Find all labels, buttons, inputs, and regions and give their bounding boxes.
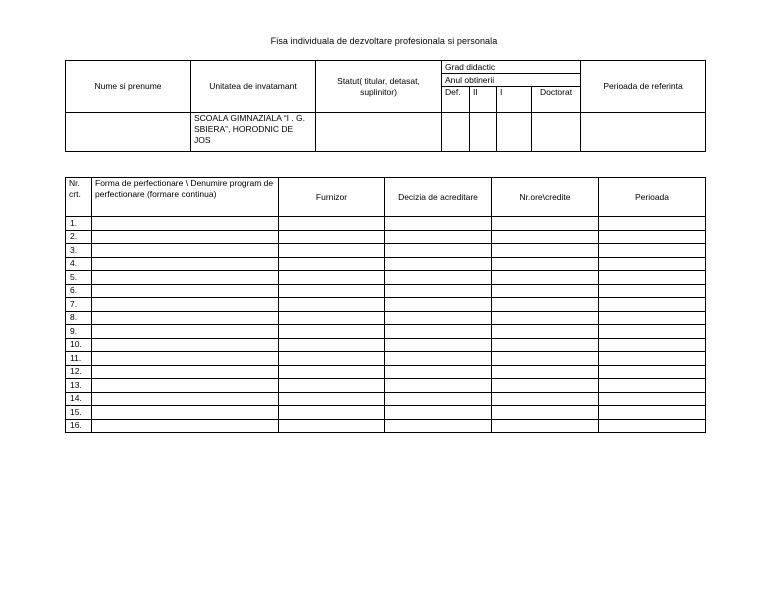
perfectionare-table (65, 177, 706, 433)
row-number: 1. (66, 217, 92, 231)
col-grad-ii: II (470, 87, 497, 113)
cell-def-value (442, 113, 470, 152)
col-statut: Statut( titular, detasat, suplinitor) (316, 61, 442, 113)
table-row (66, 311, 706, 325)
row-number: 9. (66, 325, 92, 339)
col-nr-ore-credite: Nr.ore\credite (492, 178, 599, 217)
col-unitatea: Unitatea de invatamant (191, 61, 316, 113)
table-row (66, 284, 706, 298)
cell-perioada-value (581, 113, 706, 152)
table-row (66, 406, 706, 420)
row-number: 4. (66, 257, 92, 271)
table-row (66, 298, 706, 312)
table-row (66, 365, 706, 379)
col-nr-crt: Nr. crt. (66, 178, 92, 217)
row-number: 16. (66, 419, 92, 433)
col-perioada: Perioada (599, 178, 706, 217)
table-row (66, 217, 706, 231)
row-number: 15. (66, 406, 92, 420)
table-row (66, 392, 706, 406)
col-decizia-acreditare: Decizia de acreditare (385, 178, 492, 217)
row-number: 10. (66, 338, 92, 352)
table-row (66, 379, 706, 393)
row-number: 3. (66, 244, 92, 258)
row-number: 13. (66, 379, 92, 393)
cell-i-value (497, 113, 532, 152)
row-number: 8. (66, 311, 92, 325)
table-row (66, 352, 706, 366)
row-number: 12. (66, 365, 92, 379)
table-row (66, 271, 706, 285)
col-def: Def. (442, 87, 470, 113)
row-number: 2. (66, 230, 92, 244)
row-number: 7. (66, 298, 92, 312)
document-title: Fisa individuala de dezvoltare profesionala si personala (270, 36, 498, 46)
row-number: 6. (66, 284, 92, 298)
col-grad-didactic: Grad didactic (442, 61, 581, 74)
header-table (65, 60, 706, 152)
table-row (66, 257, 706, 271)
cell-school-value: SCOALA GIMNAZIALA “I . G. SBIERA”, HORODNIC DE JOS (191, 113, 316, 152)
col-perioada-referinta: Perioada de referinta (581, 61, 706, 113)
cell-statut-value (316, 113, 442, 152)
col-forma-perfectionare: Forma de perfectionare \ Denumire program de perfectionare (formare continua) (92, 178, 279, 217)
table-row (66, 244, 706, 258)
table-row (66, 230, 706, 244)
table-row (66, 419, 706, 433)
table-row (66, 325, 706, 339)
col-anul-obtinerii: Anul obtinerii (442, 74, 581, 87)
row-number: 5. (66, 271, 92, 285)
table-row (66, 338, 706, 352)
cell-doctorat-value (532, 113, 581, 152)
row-number: 14. (66, 392, 92, 406)
cell-nume-value (66, 113, 191, 152)
cell-ii-value (470, 113, 497, 152)
col-doctorat: Doctorat (532, 87, 581, 113)
col-nume-prenume: Nume si prenume (66, 61, 191, 113)
col-furnizor: Furnizor (279, 178, 385, 217)
col-grad-i: I (497, 87, 532, 113)
row-number: 11. (66, 352, 92, 366)
